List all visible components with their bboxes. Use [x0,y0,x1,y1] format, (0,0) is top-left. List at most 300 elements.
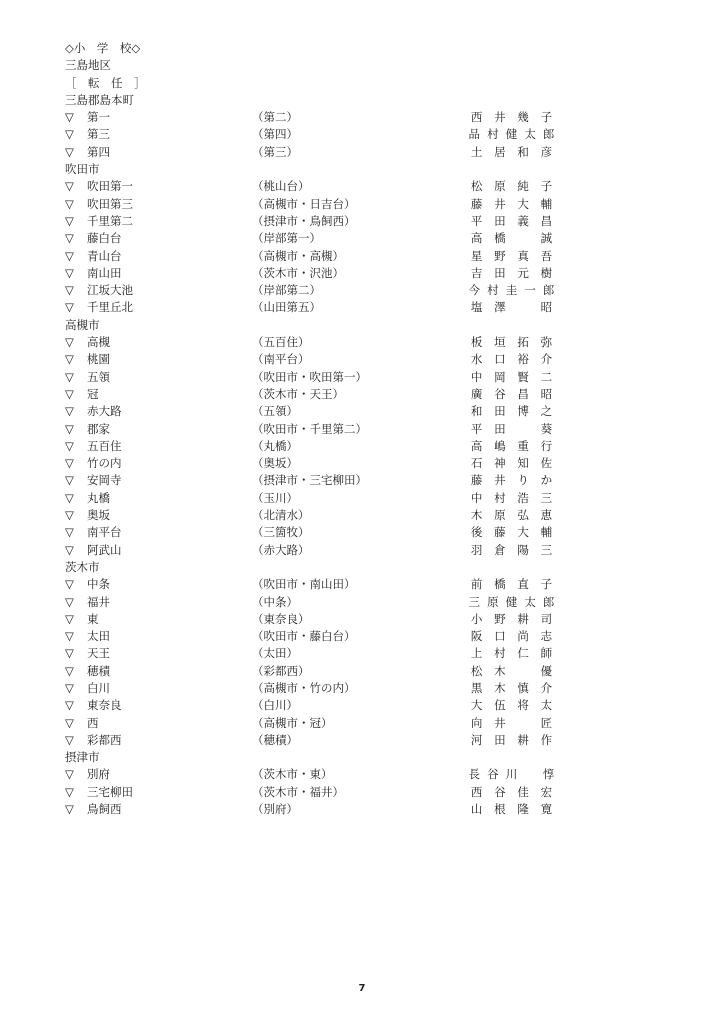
name-char: 藤 [470,473,483,488]
district-heading: 三島地区 [65,58,111,73]
name-char: 和 [517,144,529,159]
name-char: 塩 [470,300,483,315]
previous-school: （白川） [252,698,298,713]
name-char: 前 [470,577,483,592]
name-char: 西 [470,110,483,125]
transfer-mark: ▽ [65,213,74,228]
list-item [65,611,665,628]
name-char: 作 [540,732,553,747]
name-char: 耕 [517,611,529,626]
name-char: 吾 [540,248,553,263]
name-char: 野 [494,248,506,263]
name-char: 水 [470,352,483,367]
transfer-mark: ▽ [65,335,74,350]
name-char: 弥 [540,335,553,350]
school-name: 鳥飼西 [87,802,122,817]
previous-school: （玉川） [252,490,298,505]
name-char: 太 [540,698,553,713]
teacher-name [465,455,558,472]
name-char: 誠 [540,231,553,246]
school-name: 冠 [87,386,99,401]
transfer-mark: ▽ [65,404,74,419]
school-name: 三宅柳田 [87,784,133,799]
name-char: 村 [494,490,506,505]
name-char: 葵 [540,421,553,436]
school-name: 五領 [87,369,110,384]
school-name: 安岡寺 [87,473,122,488]
name-char: 黒 [470,680,483,695]
teacher-name [465,542,558,559]
transfer-mark: ▽ [65,611,74,626]
school-name: 福井 [87,594,110,609]
name-char: 耕 [517,732,529,747]
name-char: 昭 [540,300,553,315]
previous-school: （茨木市・福井） [252,784,344,799]
transfer-mark: ▽ [65,421,74,436]
teacher-name [465,490,558,507]
school-name: 東 [87,611,99,626]
name-char: 田 [494,421,506,436]
teacher-name [465,196,558,213]
name-char: 三 [468,594,481,609]
name-char: 大 [470,698,483,713]
teacher-name [465,230,558,247]
transfer-mark: ▽ [65,248,74,263]
name-char [521,766,540,783]
name-char: 井 [494,110,506,125]
teacher-name [465,421,558,438]
name-char: 行 [540,438,553,453]
name-char: 山 [470,802,483,817]
name-char: 橋 [494,231,506,246]
name-char: 直 [517,577,529,592]
transfer-mark: ▽ [65,490,74,505]
name-char: 垣 [494,335,506,350]
name-char: 佳 [517,784,529,799]
name-char: 宏 [540,784,553,799]
list-item [65,109,665,126]
name-char: 根 [494,802,506,817]
name-char: 中 [470,490,483,505]
teacher-name [465,213,558,230]
previous-school: （桃山台） [252,179,310,194]
name-char: 隆 [517,802,529,817]
teacher-name [465,594,558,611]
name-char: 後 [470,525,483,540]
teacher-name [465,524,558,541]
list-item [65,801,665,818]
teacher-name [465,576,558,593]
school-name: 吹田第三 [87,196,133,211]
teacher-name [465,472,558,489]
school-name: 第三 [87,127,110,142]
list-item [65,715,665,732]
name-char: 健 [505,127,518,142]
school-name: 穂積 [87,663,110,678]
teacher-name [465,611,558,628]
teacher-name [465,334,558,351]
name-char: 慎 [517,680,529,695]
municipality-heading: 高槻市 [65,317,100,332]
previous-school: （第二） [252,110,298,125]
list-item [65,265,665,282]
name-char: 西 [470,784,483,799]
previous-school: （茨木市・東） [252,767,333,782]
list-item [65,697,665,714]
name-char: 河 [470,732,483,747]
name-char: 口 [494,629,506,644]
school-name: 江坂大池 [87,283,133,298]
name-char: 谷 [494,784,506,799]
school-name: 阿武山 [87,542,122,557]
list-item [65,438,665,455]
list-item [65,196,665,213]
teacher-name [465,680,558,697]
name-char: 倉 [494,542,506,557]
name-char: 土 [470,144,483,159]
name-char: 幾 [517,110,529,125]
list-item [65,421,665,438]
previous-school: （高槻市・竹の内） [252,680,356,695]
previous-school: （五百住） [252,335,310,350]
school-name: 彩都西 [87,732,122,747]
name-char: 仁 [517,646,529,661]
transfer-mark: ▽ [65,300,74,315]
teacher-name [465,299,558,316]
list-item [65,490,665,507]
name-char: 原 [494,179,506,194]
name-char: 大 [517,525,529,540]
list-item [65,126,665,143]
name-char: 真 [517,248,529,263]
name-char: 澤 [494,300,506,315]
school-name: 天王 [87,646,110,661]
page-number: 7 [358,983,366,994]
previous-school: （東奈良） [252,611,310,626]
school-name: 白川 [87,680,110,695]
school-name: 藤白台 [87,231,122,246]
list-item [65,369,665,386]
school-name: 赤大路 [87,404,122,419]
teacher-name [465,663,558,680]
name-char: 吉 [470,265,483,280]
name-char: 二 [540,369,553,384]
list-item [65,282,665,299]
name-char: 橋 [494,577,506,592]
school-name: 竹の内 [87,456,122,471]
school-name: 五百住 [87,438,122,453]
previous-school: （穂積） [252,732,298,747]
transfer-mark: ▽ [65,784,74,799]
previous-school: （南平台） [252,352,310,367]
previous-school: （高槻市・冠） [252,715,333,730]
previous-school: （五領） [252,404,298,419]
name-char: 介 [540,352,553,367]
name-char: 恵 [540,508,553,523]
name-char: 三 [540,542,553,557]
school-name: 郡家 [87,421,110,436]
name-char: 子 [540,179,553,194]
teacher-name [465,144,558,161]
name-char: 平 [470,421,483,436]
teacher-name [465,126,558,143]
name-char: 志 [540,629,553,644]
school-name: 中条 [87,577,110,592]
teacher-name [465,386,558,403]
list-item [65,524,665,541]
teacher-name [465,715,558,732]
name-char: 田 [494,404,506,419]
list-item [65,663,665,680]
transfer-mark: ▽ [65,352,74,367]
previous-school: （中条） [252,594,298,609]
list-item [65,680,665,697]
name-char: 裕 [517,352,529,367]
previous-school: （第四） [252,127,298,142]
name-char: 郎 [542,594,555,609]
name-char: 松 [470,663,483,678]
name-char: 向 [470,715,483,730]
teacher-name [465,351,558,368]
previous-school: （吹田市・南山田） [252,577,356,592]
transfer-mark: ▽ [65,698,74,713]
category-heading: ◇小 学 校◇ [65,41,141,55]
school-name: 奥坂 [87,508,110,523]
name-char: 樹 [540,265,553,280]
list-item [65,472,665,489]
name-char: 将 [517,698,529,713]
list-item [65,645,665,662]
transfer-mark: ▽ [65,144,74,159]
name-char: 太 [524,594,536,609]
school-name: 西 [87,715,99,730]
previous-school: （岸部第一） [252,231,321,246]
name-char: 高 [470,438,483,453]
name-char: 師 [540,646,553,661]
name-char: り [517,473,529,488]
name-char: 介 [540,680,553,695]
transfer-mark: ▽ [65,127,74,142]
name-char: 原 [487,594,499,609]
name-char: 郎 [542,127,555,142]
list-item [65,248,665,265]
name-char: 郎 [542,283,555,298]
name-char: 輔 [540,196,553,211]
previous-school: （吹田市・藤白台） [252,629,356,644]
name-char: 博 [517,404,529,419]
name-char: 佐 [540,456,553,471]
name-char: 口 [494,352,506,367]
name-char: 賢 [517,369,529,384]
name-char: 木 [494,663,506,678]
previous-school: （山田第五） [252,300,321,315]
name-char: 小 [470,611,483,626]
name-char: 田 [494,213,506,228]
list-item [65,455,665,472]
name-char: 陽 [517,542,529,557]
previous-school: （三箇牧） [252,525,310,540]
name-char: 元 [517,265,529,280]
list-item [65,213,665,230]
name-char: 井 [494,715,506,730]
school-name: 南山田 [87,265,122,280]
transfer-mark: ▽ [65,508,74,523]
name-char: 田 [494,265,506,280]
teacher-name [465,265,558,282]
teacher-name [465,801,558,818]
previous-school: （茨木市・天王） [252,386,344,401]
previous-school: （茨木市・沢池） [252,265,344,280]
teacher-name [465,766,558,783]
transfer-mark: ▽ [65,231,74,246]
list-item [65,542,665,559]
personnel-list [65,40,665,818]
list-item [65,732,665,749]
name-char: 司 [540,611,553,626]
name-char: 廣 [470,386,483,401]
name-char: 木 [494,680,506,695]
name-char: 羽 [470,542,483,557]
school-name: 太田 [87,629,110,644]
transfer-mark: ▽ [65,456,74,471]
transfer-heading: ［ 転 任 ］ [65,75,146,90]
name-char: 村 [487,127,499,142]
teacher-name [465,784,558,801]
transfer-mark: ▽ [65,110,74,125]
school-name: 丸橋 [87,490,110,505]
name-char: 惇 [542,767,555,782]
name-char: 原 [494,508,506,523]
teacher-name [465,438,558,455]
name-char: 弘 [517,508,529,523]
transfer-mark: ▽ [65,196,74,211]
transfer-mark: ▽ [65,369,74,384]
list-item [65,594,665,611]
name-char: 神 [494,456,506,471]
name-char [512,230,535,247]
teacher-name [465,248,558,265]
list-item [65,766,665,783]
teacher-name [465,282,558,299]
previous-school: （高槻市・高槻） [252,248,344,263]
name-char: 川 [505,767,518,782]
school-name: 第一 [87,110,110,125]
teacher-name [465,109,558,126]
name-char: 昌 [540,213,553,228]
transfer-mark: ▽ [65,802,74,817]
previous-school: （彩都西） [252,663,310,678]
municipality-heading: 摂津市 [65,750,100,765]
school-name: 千里丘北 [87,300,133,315]
list-item [65,403,665,420]
school-name: 第四 [87,144,110,159]
name-char: 之 [540,404,553,419]
teacher-name [465,369,558,386]
transfer-mark: ▽ [65,179,74,194]
municipality-heading: 吹田市 [65,162,100,177]
name-char: 長 [468,767,481,782]
name-char: 松 [470,179,483,194]
name-char: 木 [470,508,483,523]
list-item [65,230,665,247]
name-char: 寛 [540,802,553,817]
name-char: 村 [487,283,499,298]
name-char: 居 [494,144,506,159]
name-char: 上 [470,646,483,661]
list-item [65,144,665,161]
transfer-mark: ▽ [65,594,74,609]
transfer-mark: ▽ [65,767,74,782]
transfer-mark: ▽ [65,542,74,557]
transfer-mark: ▽ [65,438,74,453]
transfer-mark: ▽ [65,577,74,592]
name-char: 浩 [517,490,529,505]
list-item [65,351,665,368]
school-name: 南平台 [87,525,122,540]
list-item [65,507,665,524]
transfer-mark: ▽ [65,386,74,401]
name-char: か [540,473,553,488]
transfer-mark: ▽ [65,283,74,298]
list-item [65,576,665,593]
previous-school: （第三） [252,144,298,159]
name-char [512,715,535,732]
name-char: 昌 [517,386,529,401]
name-char: 重 [517,438,529,453]
name-char: 彦 [540,144,553,159]
name-char: 品 [468,127,481,142]
school-name: 東奈良 [87,698,122,713]
name-char: 田 [494,732,506,747]
teacher-name [465,178,558,195]
school-name: 高槻 [87,335,110,350]
previous-school: （吹田市・千里第二） [252,421,367,436]
name-char: 今 [468,283,481,298]
transfer-mark: ▽ [65,646,74,661]
name-char: 義 [517,213,529,228]
name-char [512,663,535,680]
transfer-mark: ▽ [65,732,74,747]
name-char: 平 [470,213,483,228]
name-char: 野 [494,611,506,626]
previous-school: （太田） [252,646,298,661]
teacher-name [465,628,558,645]
name-char: 嶋 [494,438,506,453]
name-char: 知 [517,456,529,471]
municipality-heading: 茨木市 [65,559,100,574]
name-char: 谷 [494,386,506,401]
name-char: 中 [470,369,483,384]
list-item [65,784,665,801]
school-name: 吹田第一 [87,179,133,194]
name-char: 子 [540,110,553,125]
name-char: 和 [470,404,483,419]
name-char: 岡 [494,369,506,384]
name-char: 井 [494,473,506,488]
name-char: 三 [540,490,553,505]
teacher-name [465,732,558,749]
name-char: 子 [540,577,553,592]
municipality-heading: 三島郡島本町 [65,92,134,107]
teacher-name [465,403,558,420]
name-char [512,299,535,316]
previous-school: （別府） [252,802,298,817]
name-char: 伍 [494,698,506,713]
teacher-name [465,697,558,714]
school-name: 千里第二 [87,213,133,228]
school-name: 桃園 [87,352,110,367]
transfer-mark: ▽ [65,265,74,280]
